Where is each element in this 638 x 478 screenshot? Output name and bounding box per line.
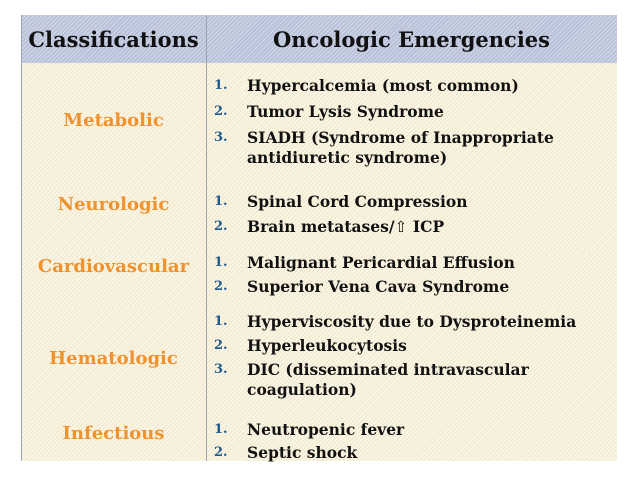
table-row: [21, 417, 617, 461]
item-number: 1.: [214, 255, 228, 270]
item-number: 2.: [214, 219, 228, 234]
category-neurologic: Neurologic: [57, 194, 170, 215]
item-text: Brain metatases/⇧ ICP: [247, 217, 445, 236]
item-text: Septic shock: [247, 443, 358, 462]
item-text: Hyperviscosity due to Dysproteinemia: [247, 312, 577, 331]
item-number: 2.: [214, 279, 228, 294]
item-text: Neutropenic fever: [247, 420, 405, 439]
emergencies-table: [21, 15, 617, 461]
item-number: 1.: [214, 78, 228, 93]
table-row: [21, 307, 617, 418]
header-oncologic-emergencies: Oncologic Emergencies: [272, 26, 550, 52]
item-number: 2.: [214, 338, 228, 353]
header-classifications: Classifications: [28, 26, 199, 52]
category-hematologic: Hematologic: [49, 347, 178, 369]
item-number: 1.: [214, 314, 228, 329]
table-row: [21, 249, 617, 308]
item-text: SIADH (Syndrome of Inappropriate antidiuretic syndrome): [247, 128, 554, 167]
item-number: 2.: [214, 445, 228, 460]
item-number: 3.: [214, 130, 228, 145]
item-text: Hyperleukocytosis: [247, 336, 407, 355]
item-number: 3.: [214, 362, 228, 377]
item-text: DIC (disseminated intravascular coagulation): [247, 360, 529, 399]
item-number: 1.: [214, 422, 228, 437]
item-number: 1.: [214, 194, 228, 209]
table-row: [21, 63, 617, 189]
item-text: Hypercalcemia (most common): [247, 76, 519, 95]
item-text: Superior Vena Cava Syndrome: [247, 277, 510, 296]
table-row: [21, 188, 617, 250]
item-number: 2.: [214, 104, 228, 119]
item-text: Spinal Cord Compression: [247, 192, 468, 211]
category-metabolic: Metabolic: [63, 110, 164, 131]
category-infectious: Infectious: [62, 422, 165, 444]
item-text: Tumor Lysis Syndrome: [247, 102, 444, 121]
table-left-border: [21, 15, 22, 461]
column-divider: [206, 15, 207, 461]
item-text: Malignant Pericardial Effusion: [247, 253, 515, 272]
table-header: [21, 15, 617, 64]
category-cardiovascular: Cardiovascular: [37, 255, 190, 277]
